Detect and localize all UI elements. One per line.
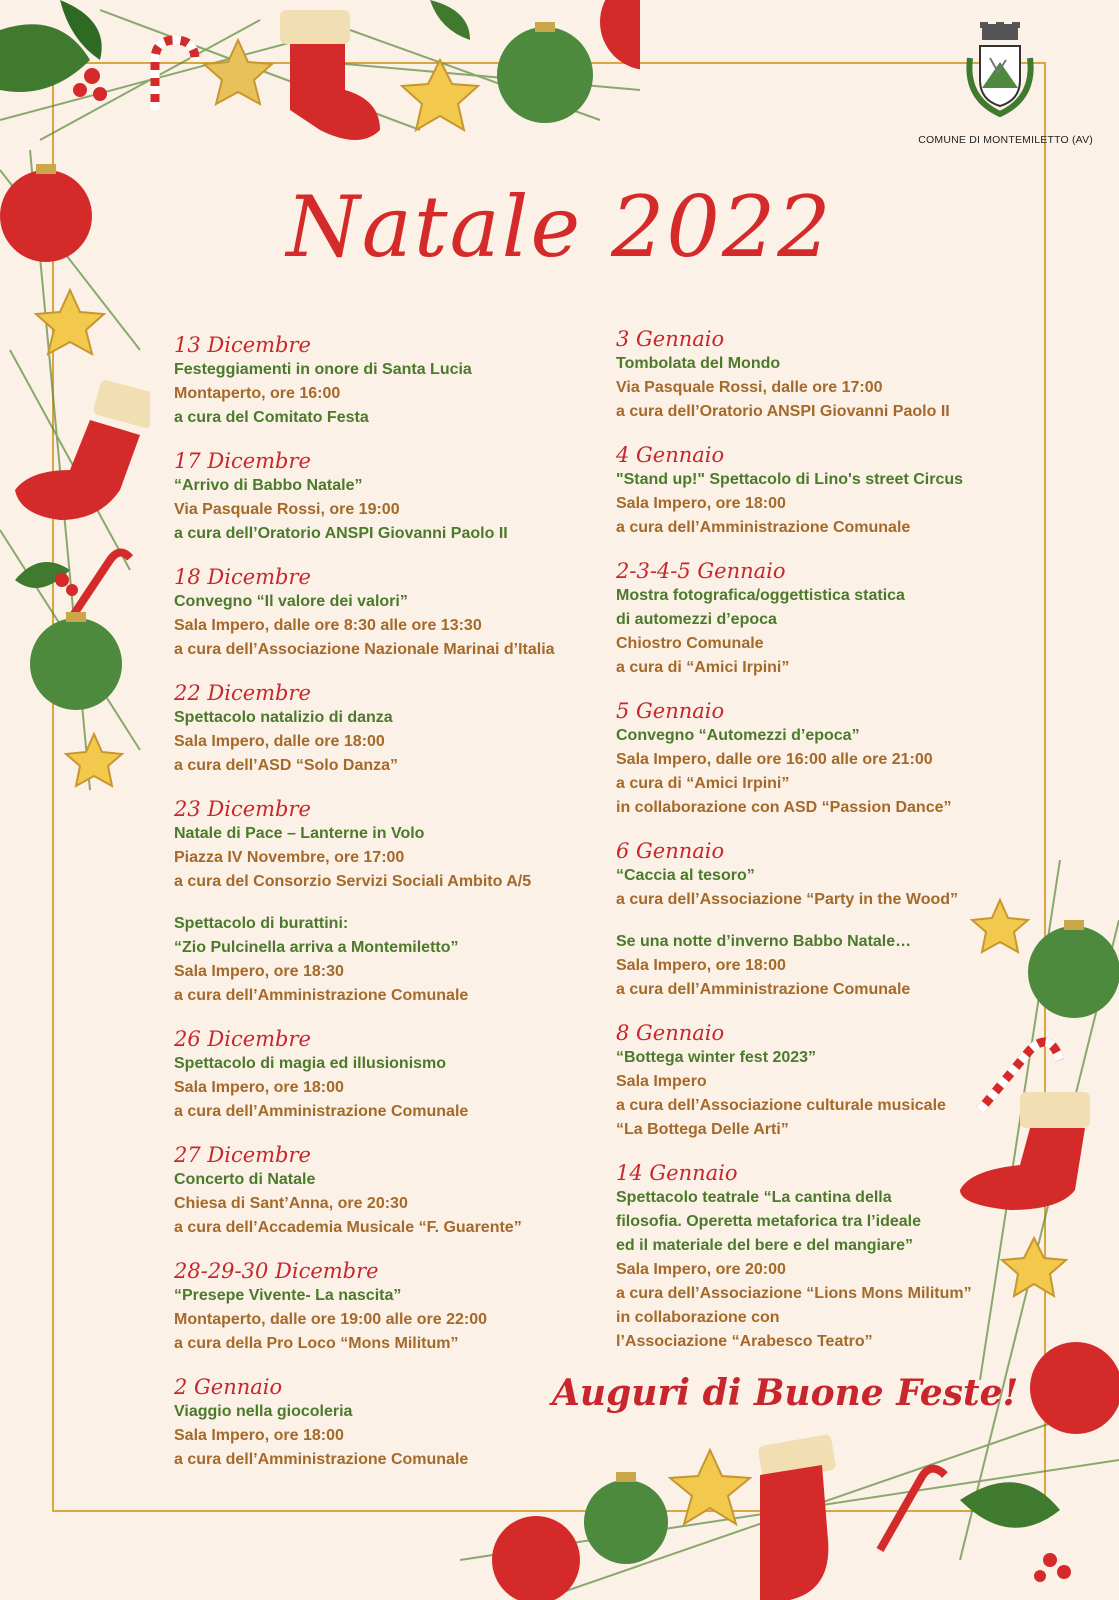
greeting: Auguri di Buone Feste!: [552, 1372, 1019, 1414]
event-line: a cura dell’Amministrazione Comunale: [174, 1451, 469, 1468]
event-item: [616, 930, 1036, 1002]
event-line: a cura di “Amici Irpini”: [616, 775, 790, 792]
event-date: 5 Gennaio: [616, 699, 725, 723]
event-date: 23 Dicembre: [174, 797, 311, 821]
event-line: Chiesa di Sant’Anna, ore 20:30: [174, 1195, 408, 1212]
event-line: “La Bottega Delle Arti”: [616, 1121, 789, 1138]
event-line: Via Pasquale Rossi, dalle ore 17:00: [616, 379, 883, 396]
event-date: 2-3-4-5 Gennaio: [616, 559, 786, 583]
event-line: a cura del Comitato Festa: [174, 409, 369, 426]
event-line: ed il materiale del bere e del mangiare”: [616, 1237, 914, 1254]
event-line: Natale di Pace – Lanterne in Volo: [174, 825, 425, 842]
event-line: a cura dell’ASD “Solo Danza”: [174, 757, 399, 774]
event-line: Mostra fotografica/oggettistica statica: [616, 587, 905, 604]
comune-crest-logo: [950, 18, 1050, 118]
event-line: Concerto di Natale: [174, 1171, 316, 1188]
event-line: “Arrivo di Babbo Natale”: [174, 477, 363, 494]
event-line: a cura del Consorzio Servizi Sociali Ambito A/5: [174, 873, 532, 890]
event-item: [616, 1020, 1036, 1142]
event-line: “Caccia al tesoro”: [616, 867, 755, 884]
event-item: [616, 838, 1036, 912]
event-line: Sala Impero, dalle ore 16:00 alle ore 21:00: [616, 751, 933, 768]
event-item: [174, 796, 594, 894]
event-line: Se una notte d’inverno Babbo Natale…: [616, 933, 912, 950]
event-line: Sala Impero, ore 18:00: [174, 1079, 344, 1096]
event-date: 28-29-30 Dicembre: [174, 1259, 379, 1283]
event-line: Spettacolo teatrale “La cantina della: [616, 1189, 892, 1206]
event-date: 2 Gennaio: [174, 1375, 283, 1399]
event-line: a cura dell’Associazione “Party in the Wood”: [616, 891, 959, 908]
event-line: a cura dell’Accademia Musicale “F. Guarente”: [174, 1219, 522, 1236]
event-line: Viaggio nella giocoleria: [174, 1403, 353, 1420]
event-item: [616, 326, 1036, 424]
event-item: [174, 912, 594, 1008]
events-column-left: [174, 332, 594, 1490]
event-line: l’Associazione “Arabesco Teatro”: [616, 1333, 873, 1350]
event-item: [174, 332, 594, 430]
event-line: a cura dell’Associazione Nazionale Marinai d’Italia: [174, 641, 555, 658]
decoration-top-left: [0, 0, 640, 150]
event-line: Sala Impero, ore 18:00: [616, 495, 786, 512]
event-date: 18 Dicembre: [174, 565, 311, 589]
event-line: Via Pasquale Rossi, ore 19:00: [174, 501, 400, 518]
event-line: Sala Impero, dalle ore 8:30 alle ore 13:30: [174, 617, 482, 634]
event-line: in collaborazione con ASD “Passion Dance”: [616, 799, 952, 816]
event-line: a cura dell’Oratorio ANSPI Giovanni Paolo II: [616, 403, 950, 420]
event-line: Sala Impero, ore 18:00: [174, 1427, 344, 1444]
event-item: [174, 448, 594, 546]
event-line: “Bottega winter fest 2023”: [616, 1049, 817, 1066]
event-item: [616, 558, 1036, 680]
event-line: a cura della Pro Loco “Mons Militum”: [174, 1335, 459, 1352]
event-line: Chiostro Comunale: [616, 635, 764, 652]
event-line: filosofia. Operetta metaforica tra l’ideale: [616, 1213, 921, 1230]
event-date: 17 Dicembre: [174, 449, 311, 473]
event-line: Sala Impero, dalle ore 18:00: [174, 733, 385, 750]
events-column-right: [616, 326, 1036, 1372]
event-line: Spettacolo di magia ed illusionismo: [174, 1055, 447, 1072]
event-line: Sala Impero: [616, 1073, 707, 1090]
event-date: 26 Dicembre: [174, 1027, 311, 1051]
event-item: [174, 680, 594, 778]
event-line: Sala Impero, ore 20:00: [616, 1261, 786, 1278]
event-line: Tombolata del Mondo: [616, 355, 781, 372]
event-item: [616, 698, 1036, 820]
comune-name: COMUNE DI MONTEMILETTO (AV): [918, 134, 1093, 146]
event-date: 27 Dicembre: [174, 1143, 311, 1167]
event-item: [174, 1142, 594, 1240]
event-date: 13 Dicembre: [174, 333, 311, 357]
event-line: Festeggiamenti in onore di Santa Lucia: [174, 361, 472, 378]
event-date: 4 Gennaio: [616, 443, 725, 467]
event-item: [174, 564, 594, 662]
page-title: Natale 2022: [286, 178, 833, 276]
event-line: a cura dell’Associazione “Lions Mons Militum”: [616, 1285, 972, 1302]
event-line: “Zio Pulcinella arriva a Montemiletto”: [174, 939, 459, 956]
event-line: a cura dell’Amministrazione Comunale: [174, 1103, 469, 1120]
event-line: a cura dell’Oratorio ANSPI Giovanni Paolo II: [174, 525, 508, 542]
event-date: 3 Gennaio: [616, 327, 725, 351]
event-date: 14 Gennaio: [616, 1161, 738, 1185]
event-line: a cura dell’Amministrazione Comunale: [616, 519, 911, 536]
event-date: 8 Gennaio: [616, 1021, 725, 1045]
event-line: Sala Impero, ore 18:30: [174, 963, 344, 980]
event-line: a cura dell’Associazione culturale musicale: [616, 1097, 946, 1114]
event-item: [174, 1258, 594, 1356]
event-line: “Presepe Vivente- La nascita”: [174, 1287, 402, 1304]
event-item: [616, 442, 1036, 540]
event-line: Piazza IV Novembre, ore 17:00: [174, 849, 405, 866]
event-line: Montaperto, dalle ore 19:00 alle ore 22:00: [174, 1311, 488, 1328]
event-line: Sala Impero, ore 18:00: [616, 957, 786, 974]
event-date: 6 Gennaio: [616, 839, 725, 863]
event-line: in collaborazione con: [616, 1309, 780, 1326]
event-line: Spettacolo natalizio di danza: [174, 709, 393, 726]
event-item: [616, 1160, 1036, 1354]
event-item: [174, 1374, 594, 1472]
event-item: [174, 1026, 594, 1124]
event-line: Spettacolo di burattini:: [174, 915, 349, 932]
event-line: di automezzi d’epoca: [616, 611, 777, 628]
event-line: Montaperto, ore 16:00: [174, 385, 341, 402]
event-line: a cura dell’Amministrazione Comunale: [616, 981, 911, 998]
event-date: 22 Dicembre: [174, 681, 311, 705]
event-line: Convegno “Automezzi d’epoca”: [616, 727, 860, 744]
event-line: "Stand up!" Spettacolo di Lino's street Circus: [616, 471, 964, 488]
event-line: a cura dell’Amministrazione Comunale: [174, 987, 469, 1004]
event-line: a cura di “Amici Irpini”: [616, 659, 790, 676]
event-line: Convegno “Il valore dei valori”: [174, 593, 408, 610]
